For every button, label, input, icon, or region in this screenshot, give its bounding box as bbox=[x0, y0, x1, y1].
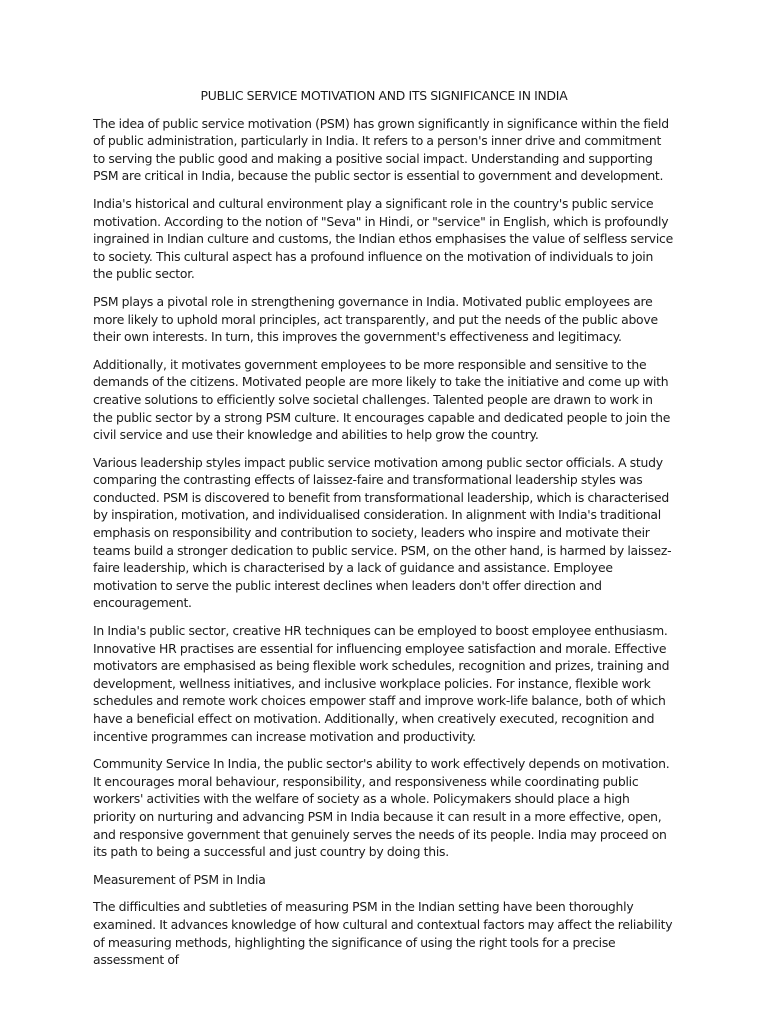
document-page bbox=[93, 87, 675, 979]
paragraph-intro: The idea of public service motivation (PSM) has grown significantly in significance within the field of public administration, particularly in India. It refers to a person's inner drive and commitment to serving the public good and making a positive social impact. Understanding and supporting PSM are critical in India, because the public sector is essential to government and development. bbox=[93, 115, 669, 184]
paragraph-responsiveness: Additionally, it motivates government employees to be more responsible and sensitive to the demands of the citizens. Motivated people are more likely to take the initiative and come up with creative solutions to efficiently solve societal challenges. Talented people are drawn to work in the public sector by a strong PSM culture. It encourages capable and dedicated people to join the civil service and use their knowledge and abilities to help grow the country. bbox=[93, 356, 671, 443]
paragraph-measurement: The difficulties and subtleties of measuring PSM in the Indian setting have been thoroughly examined. It advances knowledge of how cultural and contextual factors may affect the reliability of measuring methods, highlighting the significance of using the right tools for a precise assessment of bbox=[93, 899, 673, 968]
section-heading: Measurement of PSM in India bbox=[93, 871, 266, 887]
paragraph-leadership: Various leadership styles impact public service motivation among public sector officials. A study comparing the contrasting effects of laissez-faire and transformational leadership styles was conducted. PSM is discovered to benefit from transformational leadership, which is characterised by inspiration, motivation, and individualised consideration. In alignment with India's traditional emphasis on responsibility and contribution to society, leaders who inspire and motivate their teams build a stronger dedication to public service. PSM, on the other hand, is harmed by laissez-faire leadership, which is characterised by a lack of guidance and assistance. Employee motivation to serve the public interest declines when leaders don't offer direction and encouragement. bbox=[93, 454, 672, 611]
document-title: PUBLIC SERVICE MOTIVATION AND ITS SIGNIFICANCE IN INDIA bbox=[200, 88, 568, 103]
paragraph-community-service: Community Service In India, the public sector's ability to work effectively depends on motivation. It encourages moral behaviour, responsibility, and responsiveness while coordinating public workers' activities with the welfare of society as a whole. Policymakers should place a high priority on nurturing and advancing PSM in India because it can result in a more effective, open, and responsive government that genuinely serves the needs of its people. India may proceed on its path to being a successful and just country by doing this. bbox=[93, 756, 670, 860]
paragraph-cultural-context: India's historical and cultural environment play a significant role in the country's public service motivation. According to the notion of "Seva" in Hindi, or "service" in English, which is profoundly ingrained in Indian culture and customs, the Indian ethos emphasises the value of selfless service to society. This cultural aspect has a profound influence on the motivation of individuals to join the public sector. bbox=[93, 195, 673, 282]
paragraph-hr-techniques: In India's public sector, creative HR techniques can be employed to boost employee enthusiasm. Innovative HR practises are essential for influencing employee satisfaction and morale. Effective motivators are emphasised as being flexible work schedules, recognition and prizes, training and development, wellness initiatives, and inclusive workplace policies. For instance, flexible work schedules and remote work choices empower staff and improve work-life balance, both of which have a beneficial effect on motivation. Additionally, when creatively executed, recognition and incentive programmes can increase motivation and productivity. bbox=[93, 623, 670, 744]
paragraph-governance: PSM plays a pivotal role in strengthening governance in India. Motivated public employees are more likely to uphold moral principles, act transparently, and put the needs of the public above their own interests. In turn, this improves the government's effectiveness and legitimacy. bbox=[93, 293, 658, 345]
